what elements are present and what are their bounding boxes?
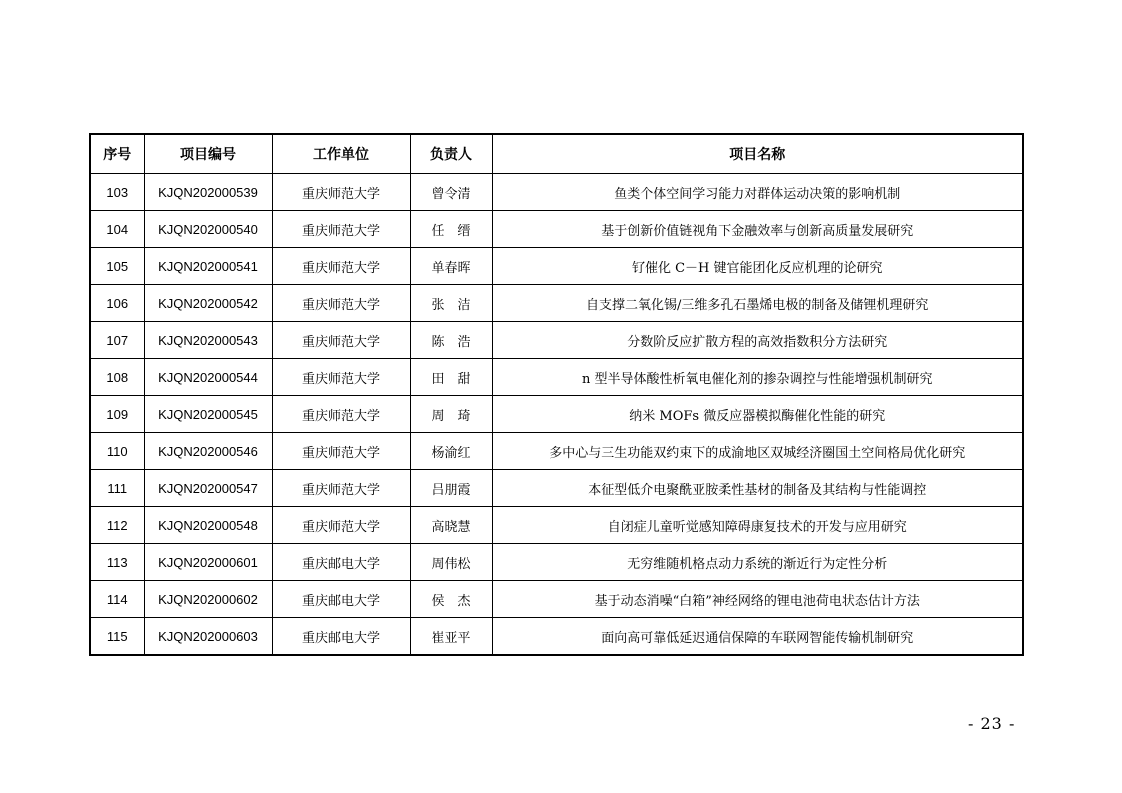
leader-cell: 陈 浩 (410, 322, 492, 359)
leader-cell: 崔亚平 (410, 618, 492, 656)
project-code-cell: KJQN202000548 (144, 507, 272, 544)
project-name-cell: 多中心与三生功能双约束下的成渝地区双城经济圈国土空间格局优化研究 (492, 433, 1023, 470)
seq-cell: 103 (90, 174, 144, 211)
page-number: - 23 - (968, 714, 1016, 733)
seq-cell: 108 (90, 359, 144, 396)
work-unit-cell: 重庆师范大学 (272, 248, 410, 285)
project-table (89, 133, 1024, 656)
table-row (90, 470, 1023, 507)
seq-header: 序号 (90, 134, 144, 174)
project-name-cell: 本征型低介电聚酰亚胺柔性基材的制备及其结构与性能调控 (492, 470, 1023, 507)
seq-cell: 104 (90, 211, 144, 248)
seq-cell: 110 (90, 433, 144, 470)
project-name-cell: 面向高可靠低延迟通信保障的车联网智能传输机制研究 (492, 618, 1023, 656)
work-unit-cell: 重庆师范大学 (272, 174, 410, 211)
leader-cell: 杨渝红 (410, 433, 492, 470)
project-name-cell: 钌催化 C－H 键官能团化反应机理的论研究 (492, 248, 1023, 285)
work-unit-cell: 重庆师范大学 (272, 433, 410, 470)
leader-cell: 吕朋霞 (410, 470, 492, 507)
table-row (90, 285, 1023, 322)
project-name-cell: 分数阶反应扩散方程的高效指数积分方法研究 (492, 322, 1023, 359)
project-code-cell: KJQN202000603 (144, 618, 272, 656)
project-code-cell: KJQN202000542 (144, 285, 272, 322)
table-row (90, 359, 1023, 396)
seq-cell: 115 (90, 618, 144, 656)
leader-cell: 高晓慧 (410, 507, 492, 544)
project-name-cell: 纳米 MOFs 微反应器模拟酶催化性能的研究 (492, 396, 1023, 433)
project-code-cell: KJQN202000540 (144, 211, 272, 248)
work-unit-cell: 重庆邮电大学 (272, 544, 410, 581)
seq-cell: 106 (90, 285, 144, 322)
project-code-cell: KJQN202000543 (144, 322, 272, 359)
leader-cell: 周 琦 (410, 396, 492, 433)
table-body (90, 174, 1023, 656)
leader-cell: 侯 杰 (410, 581, 492, 618)
table-row (90, 618, 1023, 656)
project-name-cell: 无穷维随机格点动力系统的渐近行为定性分析 (492, 544, 1023, 581)
table-row (90, 507, 1023, 544)
work-unit-cell: 重庆师范大学 (272, 396, 410, 433)
leader-cell: 张 洁 (410, 285, 492, 322)
project-code-cell: KJQN202000547 (144, 470, 272, 507)
table-row (90, 211, 1023, 248)
table-row (90, 544, 1023, 581)
seq-cell: 109 (90, 396, 144, 433)
leader-cell: 任 缙 (410, 211, 492, 248)
work-unit-cell: 重庆邮电大学 (272, 618, 410, 656)
table-row (90, 581, 1023, 618)
project-code-cell: KJQN202000541 (144, 248, 272, 285)
work-unit-cell: 重庆师范大学 (272, 285, 410, 322)
leader-cell: 田 甜 (410, 359, 492, 396)
work-unit-cell: 重庆师范大学 (272, 507, 410, 544)
leader-header: 负责人 (410, 134, 492, 174)
table-row (90, 248, 1023, 285)
seq-cell: 105 (90, 248, 144, 285)
table-row (90, 433, 1023, 470)
work-unit-header: 工作单位 (272, 134, 410, 174)
project-name-header: 项目名称 (492, 134, 1023, 174)
table-row (90, 322, 1023, 359)
project-name-cell: 自支撑二氧化锡/三维多孔石墨烯电极的制备及储锂机理研究 (492, 285, 1023, 322)
project-code-header: 项目编号 (144, 134, 272, 174)
seq-cell: 113 (90, 544, 144, 581)
leader-cell: 曾令清 (410, 174, 492, 211)
project-name-cell: 基于创新价值链视角下金融效率与创新高质量发展研究 (492, 211, 1023, 248)
table-header (90, 134, 1023, 174)
table-row (90, 396, 1023, 433)
project-code-cell: KJQN202000545 (144, 396, 272, 433)
work-unit-cell: 重庆师范大学 (272, 359, 410, 396)
work-unit-cell: 重庆师范大学 (272, 211, 410, 248)
project-name-cell: 自闭症儿童听觉感知障碍康复技术的开发与应用研究 (492, 507, 1023, 544)
project-code-cell: KJQN202000601 (144, 544, 272, 581)
project-name-cell: 鱼类个体空间学习能力对群体运动决策的影响机制 (492, 174, 1023, 211)
seq-cell: 111 (90, 470, 144, 507)
leader-cell: 单春晖 (410, 248, 492, 285)
work-unit-cell: 重庆师范大学 (272, 322, 410, 359)
seq-cell: 107 (90, 322, 144, 359)
seq-cell: 112 (90, 507, 144, 544)
project-code-cell: KJQN202000544 (144, 359, 272, 396)
work-unit-cell: 重庆邮电大学 (272, 581, 410, 618)
leader-cell: 周伟松 (410, 544, 492, 581)
table-row (90, 174, 1023, 211)
header-row (90, 134, 1023, 174)
work-unit-cell: 重庆师范大学 (272, 470, 410, 507)
seq-cell: 114 (90, 581, 144, 618)
project-code-cell: KJQN202000539 (144, 174, 272, 211)
project-code-cell: KJQN202000546 (144, 433, 272, 470)
project-name-cell: n 型半导体酸性析氧电催化剂的掺杂调控与性能增强机制研究 (492, 359, 1023, 396)
project-name-cell: 基于动态消噪“白箱”神经网络的锂电池荷电状态估计方法 (492, 581, 1023, 618)
project-code-cell: KJQN202000602 (144, 581, 272, 618)
